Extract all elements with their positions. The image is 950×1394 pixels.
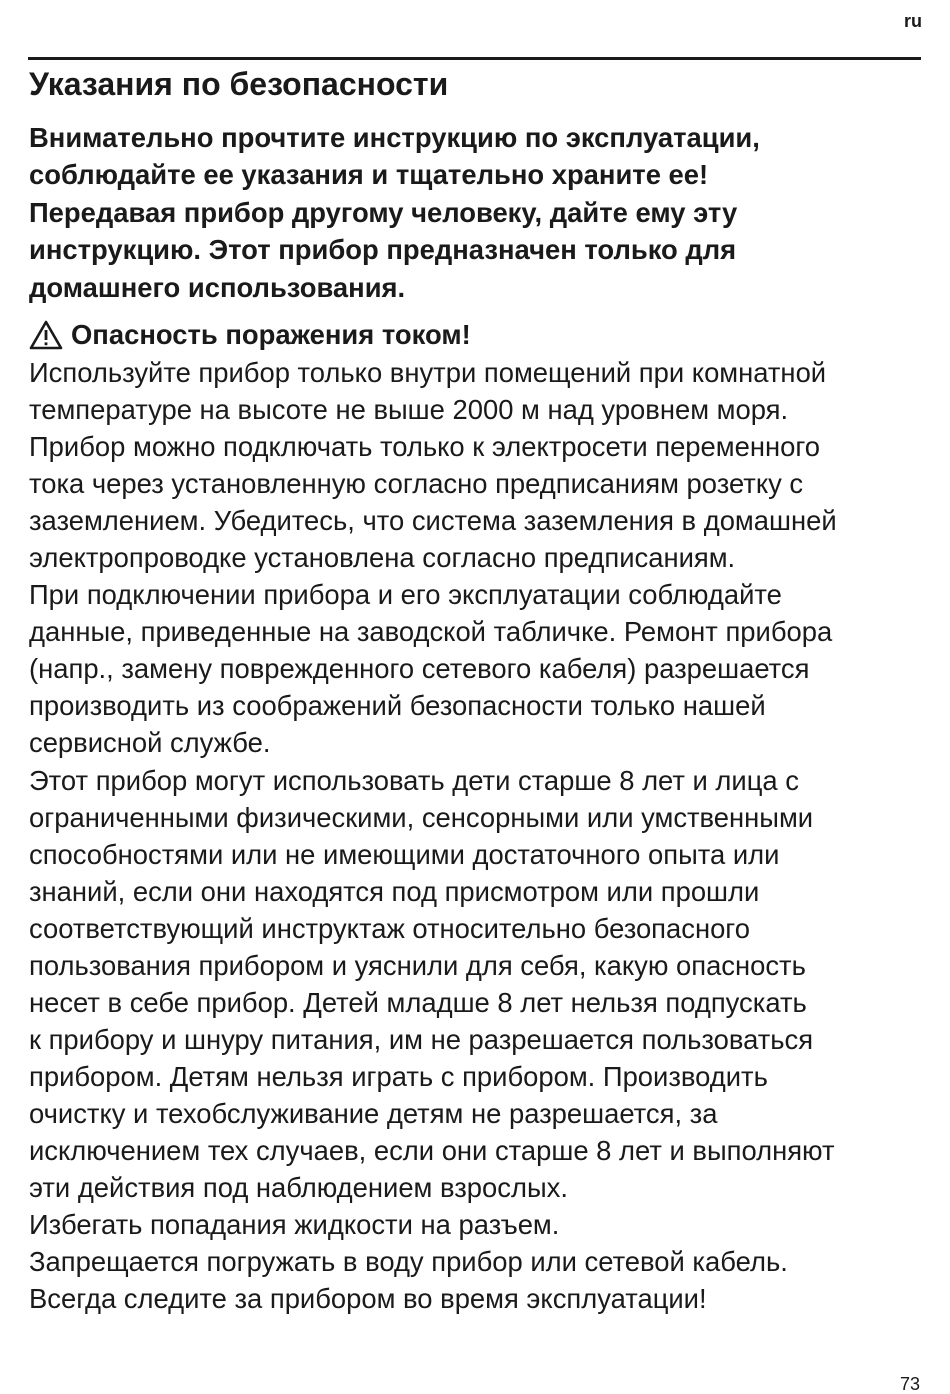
warning-title: Опасность поражения током! bbox=[71, 319, 471, 350]
body-line: соответствующий инструктаж относительно безопасного bbox=[29, 912, 750, 944]
body-line: эти действия под наблюдением взрослых. bbox=[29, 1172, 568, 1204]
body-line: знаний, если они находятся под присмотром или прошли bbox=[29, 875, 760, 907]
section-title: Указания по безопасности bbox=[29, 66, 449, 102]
body-line: Запрещается погружать в воду прибор или сетевой кабель. bbox=[29, 1246, 788, 1278]
body-line: сервисной службе. bbox=[29, 727, 271, 759]
body-line: заземлением. Убедитесь, что система заземления в домашней bbox=[29, 505, 837, 537]
body-line: тока через установленную согласно предписаниям розетку с bbox=[29, 468, 804, 500]
body-line: Используйте прибор только внутри помещений при комнатной bbox=[29, 357, 827, 388]
body-line: температуре на высоте не выше 2000 м над уровнем моря. bbox=[29, 394, 789, 426]
warning-heading bbox=[29, 316, 471, 353]
body-line: Прибор можно подключать только к электросети переменного bbox=[29, 431, 820, 463]
intro-line: инструкцию. Этот прибор предназначен только для bbox=[29, 234, 737, 266]
header-divider bbox=[28, 57, 921, 60]
body-line: способностями или не имеющими достаточного опыта или bbox=[29, 838, 780, 870]
body-line: При подключении прибора и его эксплуатации соблюдайте bbox=[29, 579, 782, 611]
language-code: ru bbox=[904, 11, 922, 31]
safety-text bbox=[29, 354, 837, 1317]
warning-triangle-icon bbox=[29, 320, 63, 350]
body-line: пользования прибором и уяснили для себя, какую опасность bbox=[29, 949, 806, 981]
body-line: производить из соображений безопасности только нашей bbox=[29, 690, 766, 722]
intro-line: Внимательно прочтите инструкцию по эксплуатации, bbox=[29, 122, 760, 153]
body-line: очистку и техобслуживание детям не разрешается, за bbox=[29, 1097, 718, 1129]
body-line: Всегда следите за прибором во время эксплуатации! bbox=[29, 1283, 707, 1315]
intro-paragraph bbox=[29, 119, 760, 306]
body-line: Избегать попадания жидкости на разъем. bbox=[29, 1209, 560, 1241]
body-line: Этот прибор могут использовать дети старше 8 лет и лица с bbox=[29, 764, 799, 796]
intro-line: Передавая прибор другому человеку, дайте ему эту bbox=[29, 196, 738, 228]
body-line: ограниченными физическими, сенсорными или умственными bbox=[29, 801, 814, 833]
page-number: 73 bbox=[899, 1374, 920, 1394]
body-line: электропроводке установлена согласно предписаниям. bbox=[29, 542, 736, 574]
intro-line: домашнего использования. bbox=[29, 271, 406, 303]
intro-line: соблюдайте ее указания и тщательно храните ее! bbox=[29, 159, 709, 191]
body-line: к прибору и шнуру питания, им не разрешается пользоваться bbox=[29, 1023, 814, 1055]
body-line: исключением тех случаев, если они старше 8 лет и выполняют bbox=[29, 1134, 835, 1166]
body-line: прибором. Детям нельзя играть с прибором. Производить bbox=[29, 1060, 768, 1092]
body-line: (напр., замену поврежденного сетевого кабеля) разрешается bbox=[29, 653, 810, 685]
body-line: несет в себе прибор. Детей младше 8 лет нельзя подпускать bbox=[29, 986, 807, 1018]
body-line: данные, приведенные на заводской табличке. Ремонт прибора bbox=[29, 616, 833, 648]
